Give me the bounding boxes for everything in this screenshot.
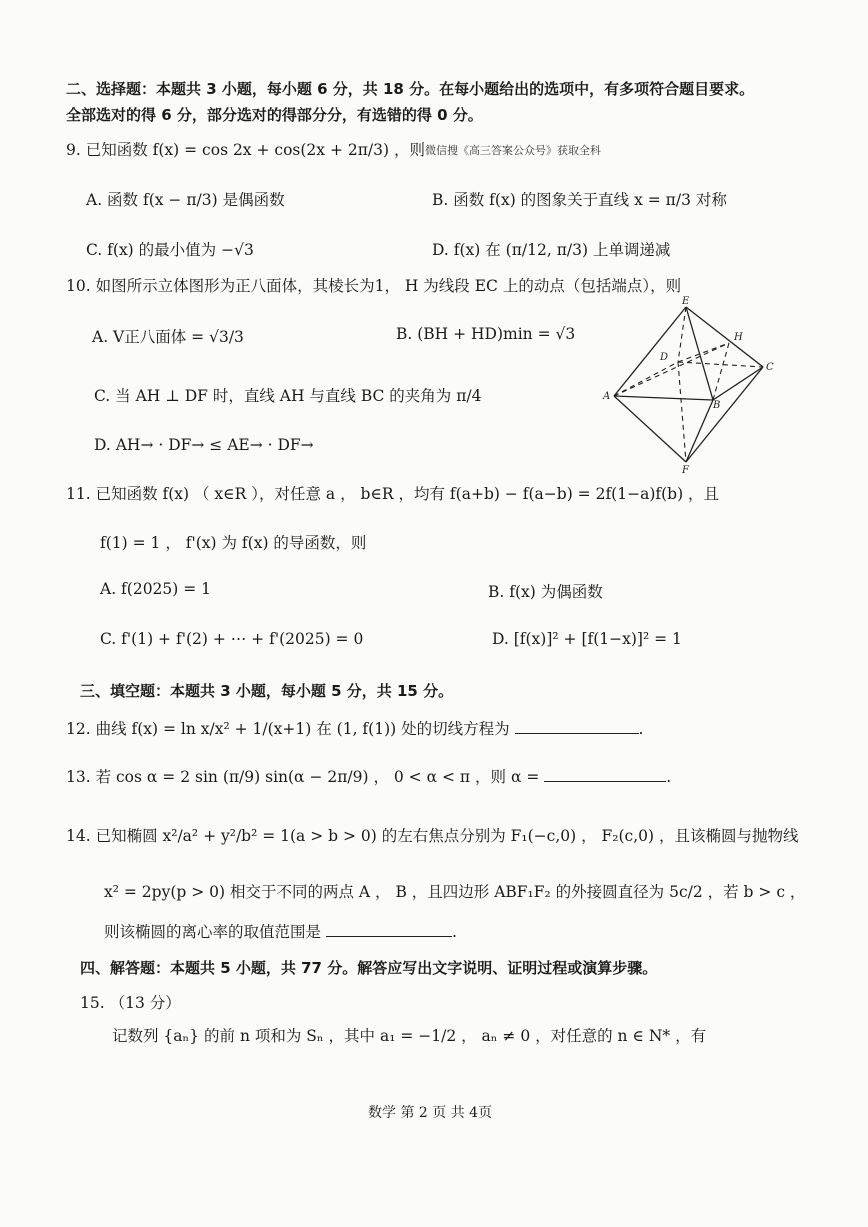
q13-stem: 13. 若 cos α = 2 sin (π/9) sin(α − 2π/9) ， 0 < α < π ，则 α = <box>66 768 540 786</box>
section2-title-line2: 全部选对的得 6 分，部分选对的得部分分，有选错的得 0 分。 <box>66 106 483 124</box>
page-footer: 数学 第 2 页 共 4页 <box>368 1105 493 1121</box>
q12-period: . <box>638 720 644 738</box>
q14-line3 <box>104 920 457 942</box>
q15-header: 15. （13 分） <box>80 994 181 1012</box>
q14-line1: 14. 已知椭圆 x²/a² + y²/b² = 1(a > b > 0) 的左右焦点分别为 F₁(−c,0) ， F₂(c,0) ，且该椭圆与抛物线 <box>66 827 799 845</box>
label-a: A <box>603 391 611 402</box>
label-f: F <box>682 465 689 476</box>
section2-title-line1: 二、选择题：本题共 3 小题，每小题 6 分，共 18 分。在每小题给出的选项中，有多项符合题目要求。 <box>66 80 755 98</box>
q11-option-b: B. f(x) 为偶函数 <box>488 583 603 601</box>
q9-option-d: D. f(x) 在 (π/12, π/3) 上单调递减 <box>432 241 671 259</box>
label-d: D <box>660 352 669 363</box>
q10-option-b: B. (BH + HD)min = √3 <box>396 325 576 343</box>
q12-line <box>66 717 643 739</box>
q11-option-d: D. [f(x)]² + [f(1−x)]² = 1 <box>492 630 682 648</box>
q11-option-a: A. f(2025) = 1 <box>100 580 212 598</box>
label-h: H <box>734 332 743 343</box>
q15-text: 记数列 {aₙ} 的前 n 项和为 Sₙ ，其中 a₁ = −1/2 ， aₙ ≠ 0 ，对任意的 n ∈ N* ，有 <box>112 1027 707 1045</box>
q13-line <box>66 765 671 787</box>
q14-line2: x² = 2py(p > 0) 相交于不同的两点 A ， B ，且四边形 ABF₁F₂ 的外接圆直径为 5c/2 ，若 b > c ， <box>104 883 806 901</box>
section3-title: 三、填空题：本题共 3 小题，每小题 5 分，共 15 分。 <box>80 682 454 700</box>
q10-option-c: C. 当 AH ⊥ DF 时，直线 AH 与直线 BC 的夹角为 π/4 <box>94 387 482 405</box>
q14-line3-text: 则该椭圆的离心率的取值范围是 <box>104 923 322 941</box>
q14-period: . <box>451 923 457 941</box>
q13-answer-blank[interactable] <box>544 767 666 782</box>
q12-stem: 12. 曲线 f(x) = ln x/x² + 1/(x+1) 在 (1, f(1)) 处的切线方程为 <box>66 720 510 738</box>
octahedron-figure <box>598 292 798 476</box>
q10-option-d: D. AH→ · DF→ ≤ AE→ · DF→ <box>94 436 314 454</box>
section4-title: 四、解答题：本题共 5 小题，共 77 分。解答应写出文字说明、证明过程或演算步骤。 <box>80 959 658 977</box>
q11-stem: 11. 已知函数 f(x) （ x∈R ），对任意 a ， b∈R ，均有 f(a+b) − f(a−b) = 2f(1−a)f(b) ，且 <box>66 485 720 503</box>
q9-watermark: 微信搜《高三答案公众号》获取全科 <box>425 144 601 157</box>
q9-option-b: B. 函数 f(x) 的图象关于直线 x = π/3 对称 <box>432 191 727 209</box>
q9-stem: 9. 已知函数 f(x) = cos 2x + cos(2x + 2π/3) ，则 <box>66 141 425 159</box>
q14-answer-blank[interactable] <box>326 922 452 937</box>
q11-stem-2: f(1) = 1 ， f'(x) 为 f(x) 的导函数，则 <box>100 534 367 552</box>
label-b: B <box>713 400 721 411</box>
q9-option-c: C. f(x) 的最小值为 −√3 <box>86 241 254 259</box>
label-c: C <box>766 362 774 373</box>
q11-option-c: C. f'(1) + f'(2) + ⋯ + f'(2025) = 0 <box>100 630 364 648</box>
q10-stem: 10. 如图所示立体图形为正八面体，其棱长为1， H 为线段 EC 上的动点（包括端点），则 <box>66 277 682 295</box>
q9-option-a: A. 函数 f(x − π/3) 是偶函数 <box>86 191 285 209</box>
q10-option-a: A. V正八面体 = √3/3 <box>92 328 244 346</box>
label-e: E <box>682 296 690 307</box>
q13-period: . <box>666 768 672 786</box>
q12-answer-blank[interactable] <box>515 719 639 734</box>
